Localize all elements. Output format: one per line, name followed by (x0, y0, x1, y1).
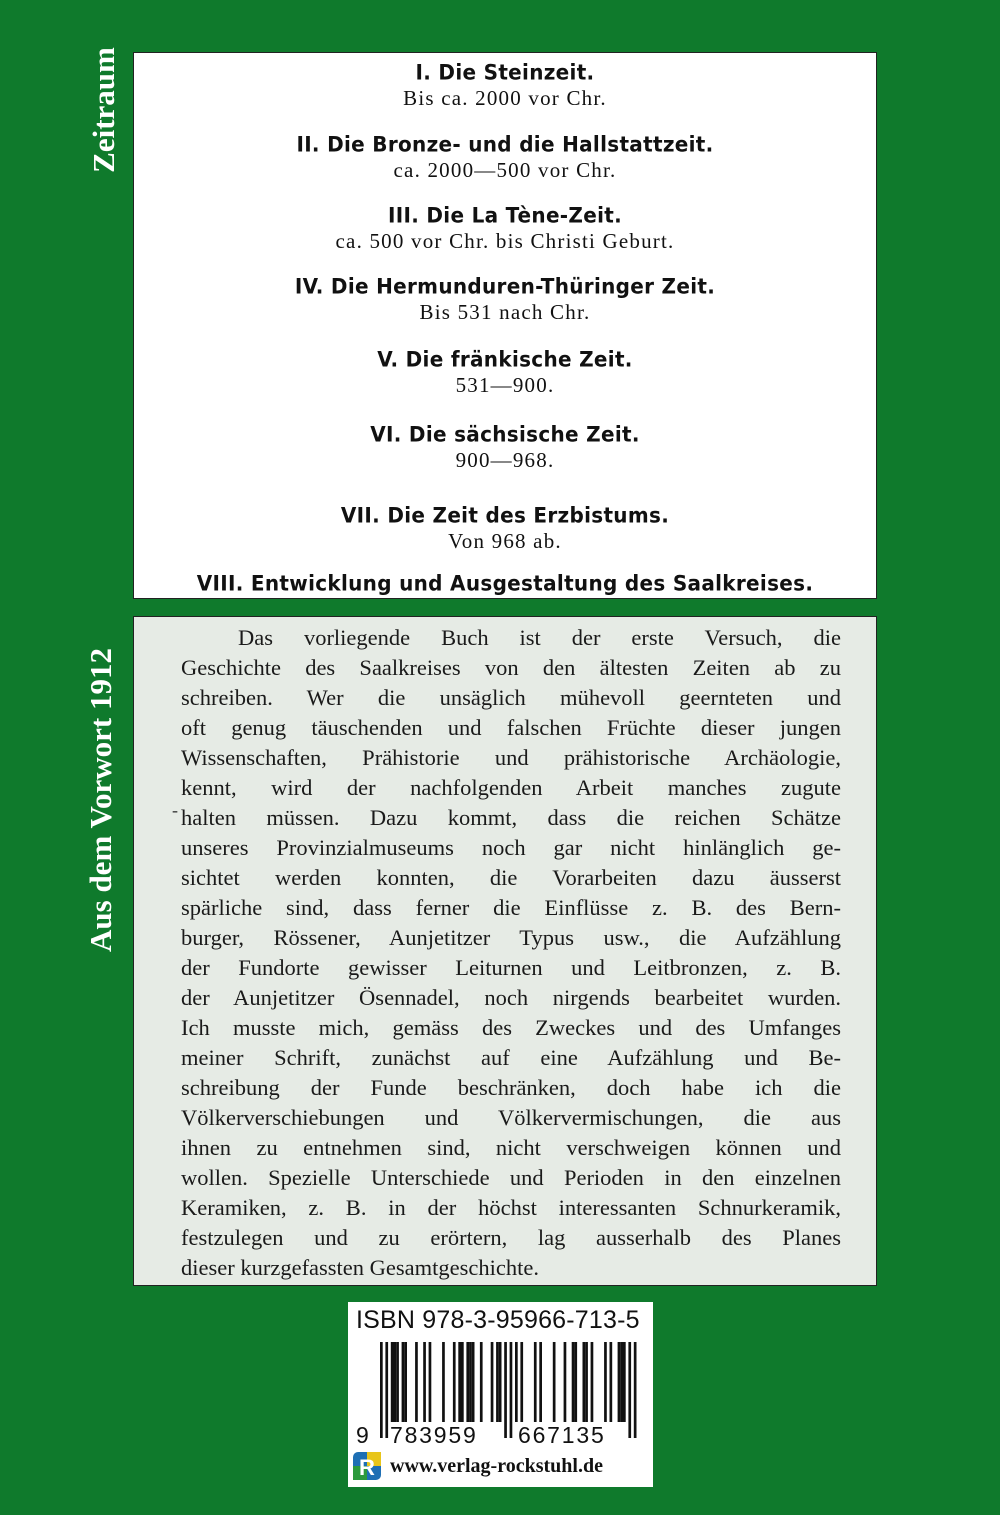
ean-group-2: 667135 (518, 1422, 606, 1448)
barcode-bar (618, 1342, 621, 1422)
barcode-guard-bar (380, 1342, 383, 1438)
barcode-bar (496, 1342, 499, 1422)
ean-first-digit: 9 (356, 1422, 371, 1448)
barcode-bar (415, 1342, 418, 1422)
preface-line: spärliche sind, dass ferner die Einflüsse z. B. des Bern- (181, 895, 841, 920)
barcode-bar (402, 1342, 405, 1422)
barcode-bar (394, 1342, 397, 1422)
period-entry (134, 273, 876, 325)
preface-line: Keramiken, z. B. in der höchst interessanten Schnurkeramik, (181, 1195, 841, 1220)
isbn-label: ISBN 978-3-95966-713-5 (356, 1306, 640, 1334)
preface-line: wollen. Spezielle Unterschiede und Perioden in den einzelnen (181, 1165, 841, 1190)
barcode-bar (453, 1342, 456, 1422)
barcode-guard-bar (628, 1342, 631, 1438)
barcode-bar (469, 1342, 472, 1422)
preface-line: Das vorliegende Buch ist der erste Versuch, die (238, 625, 841, 650)
side-label-zeitraum: Zeitraum (86, 47, 121, 173)
side-label-vorwort: Aus dem Vorwort 1912 (83, 648, 118, 952)
preface-line: unseres Provinzialmuseums noch gar nicht hinlänglich ge- (181, 835, 841, 860)
margin-mark: - (172, 800, 178, 820)
period-date: 531—900. (455, 373, 555, 397)
barcode-bar (553, 1342, 556, 1422)
barcode-bar (564, 1342, 567, 1422)
period-entry (134, 421, 876, 473)
barcode-bar (396, 1342, 399, 1422)
barcode-bar (404, 1342, 407, 1422)
period-entry (134, 570, 876, 596)
barcode-bar (583, 1342, 586, 1422)
ean-group-1: 783959 (390, 1422, 478, 1448)
preface-line: Wissenschaften, Prähistorie und prähistorische Archäologie, (181, 745, 841, 770)
barcode-bar (391, 1342, 394, 1422)
preface-line: kennt, wird der nachfolgenden Arbeit manches zugute (181, 775, 841, 800)
preface-line: dieser kurzgefassten Gesamtgeschichte. (181, 1255, 539, 1280)
preface-line: der Fundorte gewisser Leiturnen und Leitbronzen, z. B. (181, 955, 841, 980)
barcode-bar (499, 1342, 502, 1422)
period-date: ca. 2000—500 vor Chr. (393, 158, 617, 182)
preface-line: meiner Schrift, zunächst auf eine Aufzählung und Be- (181, 1045, 841, 1070)
barcode-bar (429, 1342, 432, 1422)
period-entry (134, 202, 876, 254)
period-entry (134, 59, 876, 111)
barcode-bar (574, 1342, 577, 1422)
barcode-bar (620, 1342, 623, 1422)
barcode-bar (442, 1342, 445, 1422)
preface-line: burger, Rössener, Aunjetitzer Typus usw., die Aufzählung (181, 925, 841, 950)
period-date: Von 968 ab. (448, 529, 562, 553)
preface-line: ihnen zu entnehmen sind, nicht verschweigen können und (181, 1135, 841, 1160)
publisher-line (352, 1449, 649, 1483)
barcode-box (348, 1302, 653, 1487)
barcode-bar (623, 1342, 626, 1422)
barcode-bar (472, 1342, 475, 1422)
barcode-bar (539, 1342, 542, 1422)
period-title: I. Die Steinzeit. (415, 59, 595, 85)
barcode-bar (491, 1342, 494, 1422)
period-title: III. Die La Tène-Zeit. (388, 202, 622, 228)
period-title: V. Die fränkische Zeit. (377, 346, 633, 372)
barcode-bar (604, 1342, 607, 1422)
barcode-bar (520, 1342, 523, 1422)
barcode-guard-bar (385, 1342, 388, 1438)
barcode-guard-bar (504, 1342, 507, 1438)
preface-line: Ich musste mich, gemäss des Zweckes und des Umfanges (181, 1015, 841, 1040)
period-date: Bis ca. 2000 vor Chr. (403, 86, 607, 110)
barcode-bar (591, 1342, 594, 1422)
period-title: VIII. Entwicklung und Ausgestaltung des Saalkreises. (196, 570, 814, 596)
preface-line: sichtet werden konnten, die Vorarbeiten dazu äusserst (181, 865, 841, 890)
barcode-bar (585, 1342, 588, 1422)
publisher-logo-icon (352, 1451, 382, 1481)
barcode-bar (515, 1342, 518, 1422)
preface-line: halten müssen. Dazu kommt, dass die reichen Schätze (181, 805, 841, 830)
preface-line: oft genug täuschenden und falschen Früchte dieser jungen (181, 715, 841, 740)
barcode-bar (423, 1342, 426, 1422)
barcode-bar (458, 1342, 461, 1422)
preface-line: Geschichte des Saalkreises von den ältesten Zeiten ab zu (181, 655, 841, 680)
preface-box (133, 616, 877, 1286)
barcode-bar (572, 1342, 575, 1422)
periods-table (133, 52, 877, 599)
barcode-bar (534, 1342, 537, 1422)
period-title: IV. Die Hermunduren-Thüringer Zeit. (294, 273, 716, 299)
period-entry (134, 502, 876, 554)
svg-text:R: R (359, 1455, 375, 1480)
period-title: II. Die Bronze- und die Hallstattzeit. (296, 131, 714, 157)
period-title: VI. Die sächsische Zeit. (370, 421, 640, 447)
period-date: ca. 500 vor Chr. bis Christi Geburt. (335, 229, 675, 253)
barcode-bar (610, 1342, 613, 1422)
period-entry (134, 346, 876, 398)
preface-line: der Aunjetitzer Ösennadel, noch nirgends bearbeitet wurden. (181, 985, 841, 1010)
period-date: 900—968. (455, 448, 555, 472)
preface-line: festzulegen und zu erörtern, lag ausserhalb des Planes (181, 1225, 841, 1250)
publisher-url[interactable]: www.verlag-rockstuhl.de (390, 1454, 603, 1477)
preface-line: schreibung der Funde beschränken, doch habe ich die (181, 1075, 841, 1100)
barcode-bar (480, 1342, 483, 1422)
period-date: Bis 531 nach Chr. (419, 300, 591, 324)
barcode-bar (466, 1342, 469, 1422)
barcode-guard-bar (634, 1342, 637, 1438)
preface-line: schreiben. Wer die unsäglich mühevoll geernteten und (181, 685, 841, 710)
barcode-bar (461, 1342, 464, 1422)
preface-line: Völkerverschiebungen und Völkervermischungen, die aus (181, 1105, 841, 1130)
period-title: VII. Die Zeit des Erzbistums. (340, 502, 670, 528)
period-entry (134, 131, 876, 183)
barcode-guard-bar (510, 1342, 513, 1438)
